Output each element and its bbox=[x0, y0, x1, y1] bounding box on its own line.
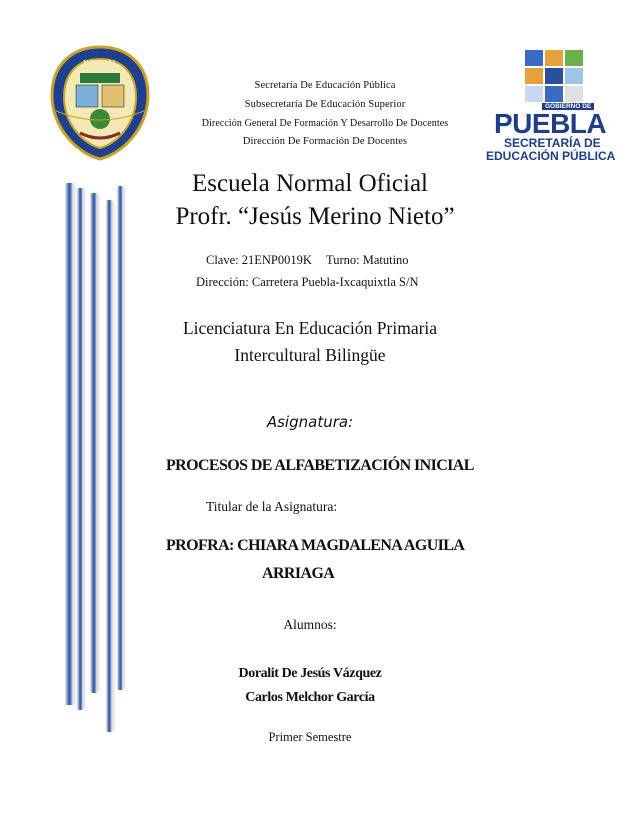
decorative-bar-3 bbox=[90, 193, 97, 693]
teacher-name-line-1: PROFRA: CHIARA MAGDALENA AGUILA bbox=[166, 537, 465, 554]
sep-line2: EDUCACIÓN PÚBLICA bbox=[486, 149, 616, 163]
teacher-name-line-2: ARRIAGA bbox=[262, 565, 335, 582]
school-seal-logo bbox=[50, 45, 150, 161]
header-line-2: Subsecretaría De Educación Superior bbox=[244, 99, 406, 110]
school-address: Dirección: Carretera Puebla-Ixcaquixtla S/N bbox=[196, 275, 419, 289]
puebla-sep-logo bbox=[486, 48, 626, 163]
semester-label: Primer Semestre bbox=[268, 730, 352, 744]
gobierno-label: GOBIERNO DE bbox=[542, 103, 594, 110]
school-turno: Turno: Matutino bbox=[326, 253, 409, 267]
subject-name: PROCESOS DE ALFABETIZACIÓN INICIAL bbox=[166, 457, 474, 474]
header-line-1: Secretaría De Educación Pública bbox=[254, 80, 396, 91]
decorative-bar-2 bbox=[77, 188, 83, 710]
subject-label: Asignatura: bbox=[266, 413, 354, 431]
header-line-3: Dirección General De Formación Y Desarrollo De Docentes bbox=[201, 118, 449, 129]
decorative-bar-4 bbox=[106, 200, 112, 732]
student-name-1: Doralit De Jesús Vázquez bbox=[238, 666, 382, 681]
puebla-mosaic-icon bbox=[523, 48, 587, 104]
sep-line1: SECRETARÍA DE bbox=[504, 136, 601, 150]
school-name-line-2: Profr. “Jesús Merino Nieto” bbox=[175, 203, 455, 230]
puebla-brand: PUEBLA bbox=[494, 108, 607, 139]
decorative-bar-1 bbox=[65, 183, 73, 705]
seal-text: NORMAL bbox=[83, 59, 118, 67]
program-line-1: Licenciatura En Educación Primaria bbox=[182, 318, 438, 338]
program-line-2: Intercultural Bilingüe bbox=[234, 345, 386, 365]
students-label: Alumnos: bbox=[283, 617, 337, 632]
teacher-label: Titular de la Asignatura: bbox=[206, 499, 338, 514]
header-line-4: Dirección De Formación De Docentes bbox=[242, 136, 408, 147]
school-clave: Clave: 21ENP0019K bbox=[206, 253, 312, 267]
school-name-line-1: Escuela Normal Oficial bbox=[191, 170, 428, 197]
student-name-2: Carlos Melchor García bbox=[245, 690, 375, 705]
decorative-bar-5 bbox=[117, 186, 123, 690]
